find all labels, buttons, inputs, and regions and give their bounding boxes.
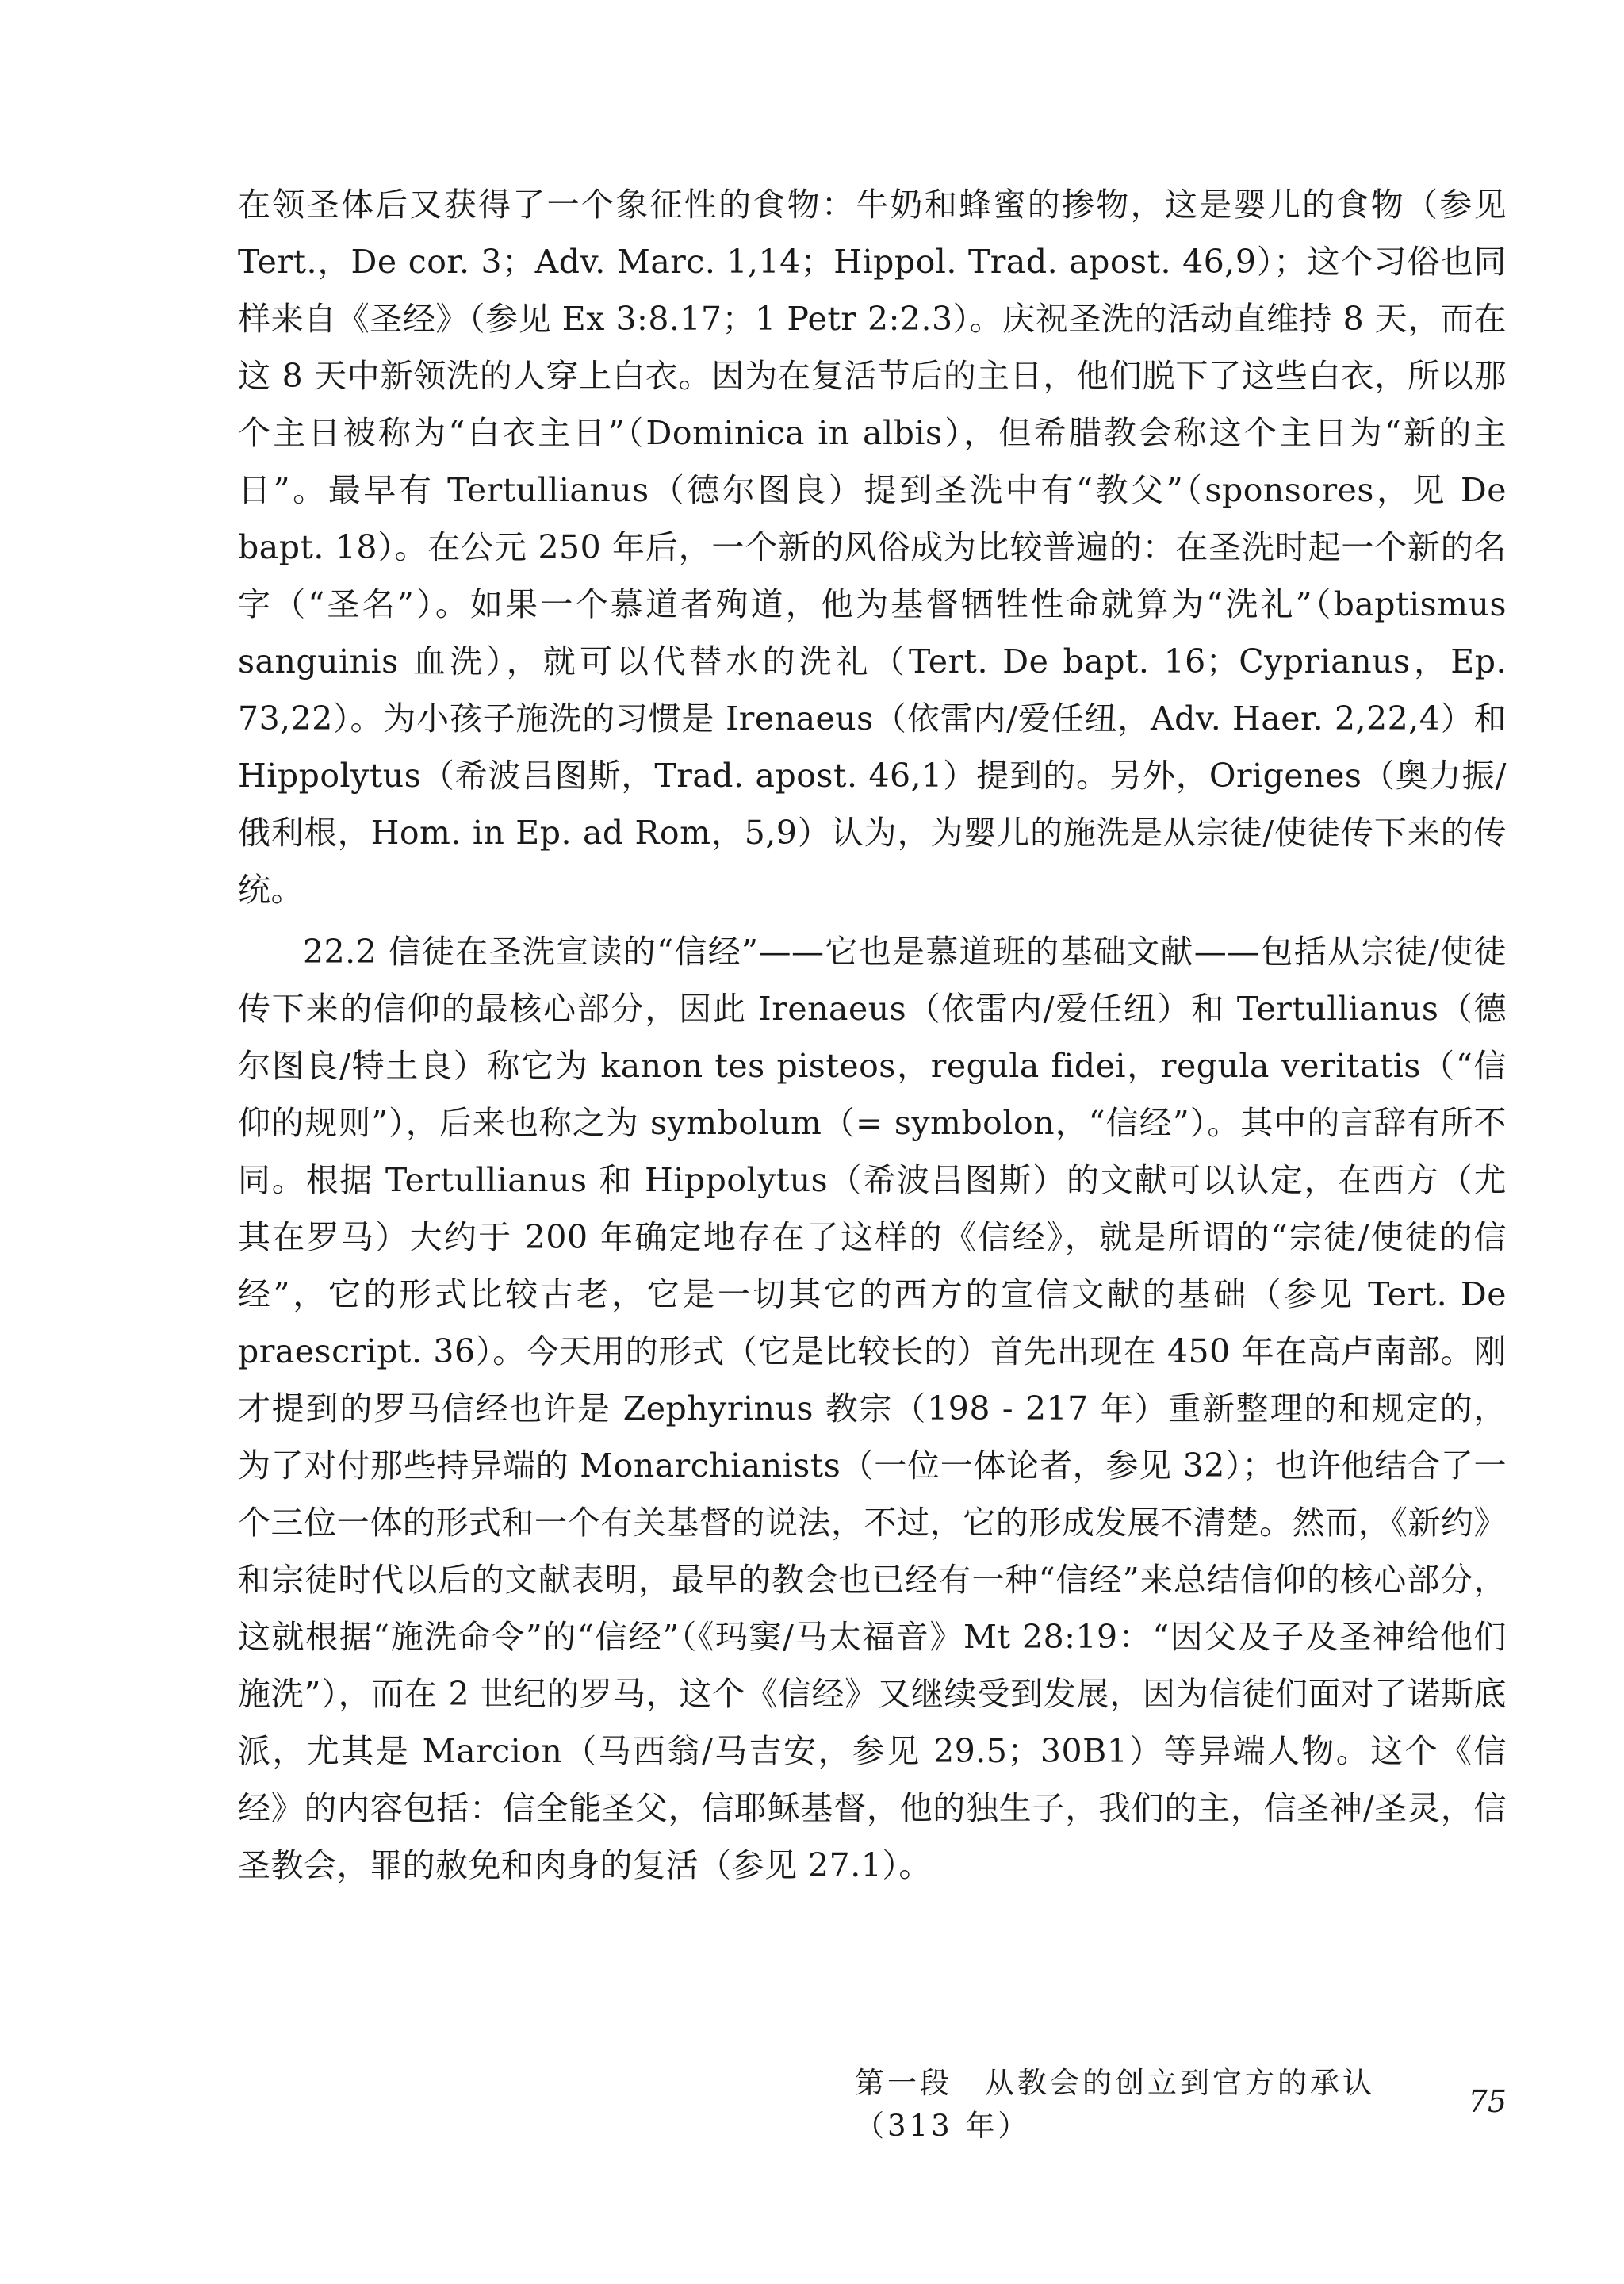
paragraph-baptism-customs: 在领圣体后又获得了一个象征性的食物：牛奶和蜂蜜的掺物，这是婴儿的食物（参见 Tert.，De cor. 3；Adv. Marc. 1,14；Hippol. Trad. apost. 46,9）；这个习俗也同样来自《圣经》（参见 Ex 3:8.17；1 Petr 2:2.3）。庆祝圣洗的活动直维持 8 天，而在这 8 天中新领洗的人穿上白衣。因为在复活节后的主日，他们脱下了这些白衣，所以那个主日被称为“白衣主日”（Dominica in albis），但希腊教会称这个主日为“新的主日”。最早有 Tertullianus（德尔图良）提到圣洗中有“教父”（sponsores，见 De bapt. 18）。在公元 250 年后，一个新的风俗成为比较普遍的：在圣洗时起一个新的名字（“圣名”）。如果一个慕道者殉道，他为基督牺牲性命就算为“洗礼”（baptismus sanguinis 血洗），就可以代替水的洗礼（Tert. De bapt. 16；Cyprianus，Ep. 73,22）。为小孩子施洗的习惯是 Irenaeus（依雷内/爱任纽，Adv. Haer. 2,22,4）和 Hippolytus（希波吕图斯，Trad. apost. 46,1）提到的。另外，Origenes（奥力振/俄利根，Hom. in Ep. ad Rom，5,9）认为，为婴儿的施洗是从宗徒/使徒传下来的传统。 xyxy=(238,186,1507,909)
page-number: 75 xyxy=(1468,2084,1507,2119)
running-chapter-title: 第一段 从教会的创立到官方的承认（313 年） xyxy=(855,2066,1375,2143)
page-footer xyxy=(855,2066,1507,2143)
paragraph-creed: 22.2 信徒在圣洗宣读的“信经”——它也是慕道班的基础文献——包括从宗徒/使徒传下来的信仰的最核心部分，因此 Irenaeus（依雷内/爱任纽）和 Tertullianus（德尔图良/特土良）称它为 kanon tes pisteos，regula fidei，regula veritatis（“信仰的规则”），后来也称之为 symbolum（= symbolon，“信经”）。其中的言辞有所不同。根据 Tertullianus 和 Hippolytus（希波吕图斯）的文献可以认定，在西方（尤其在罗马）大约于 200 年确定地存在了这样的《信经》，就是所谓的“宗徒/使徒的信经”，它的形式比较古老，它是一切其它的西方的宣信文献的基础（参见 Tert. De praescript. 36）。今天用的形式（它是比较长的）首先出现在 450 年在高卢南部。刚才提到的罗马信经也许是 Zephyrinus 教宗（198 - 217 年）重新整理的和规定的，为了对付那些持异端的 Monarchianists（一位一体论者，参见 32）；也许他结合了一个三位一体的形式和一个有关基督的说法，不过，它的形成发展不清楚。然而，《新约》和宗徒时代以后的文献表明，最早的教会也已经有一种“信经”来总结信仰的核心部分，这就根据“施洗命令”的“信经”（《玛窦/马太福音》Mt 28:19：“因父及子及圣神给他们施洗”），而在 2 世纪的罗马，这个《信经》又继续受到发展，因为信徒们面对了诺斯底派，尤其是 Marcion（马西翁/马吉安，参见 29.5；30B1）等异端人物。这个《信经》的内容包括：信全能圣父，信耶稣基督，他的独生子，我们的主，信圣神/圣灵，信圣教会，罪的赦免和肉身的复活（参见 27.1）。 xyxy=(238,933,1507,1884)
page-body xyxy=(238,176,1507,1894)
